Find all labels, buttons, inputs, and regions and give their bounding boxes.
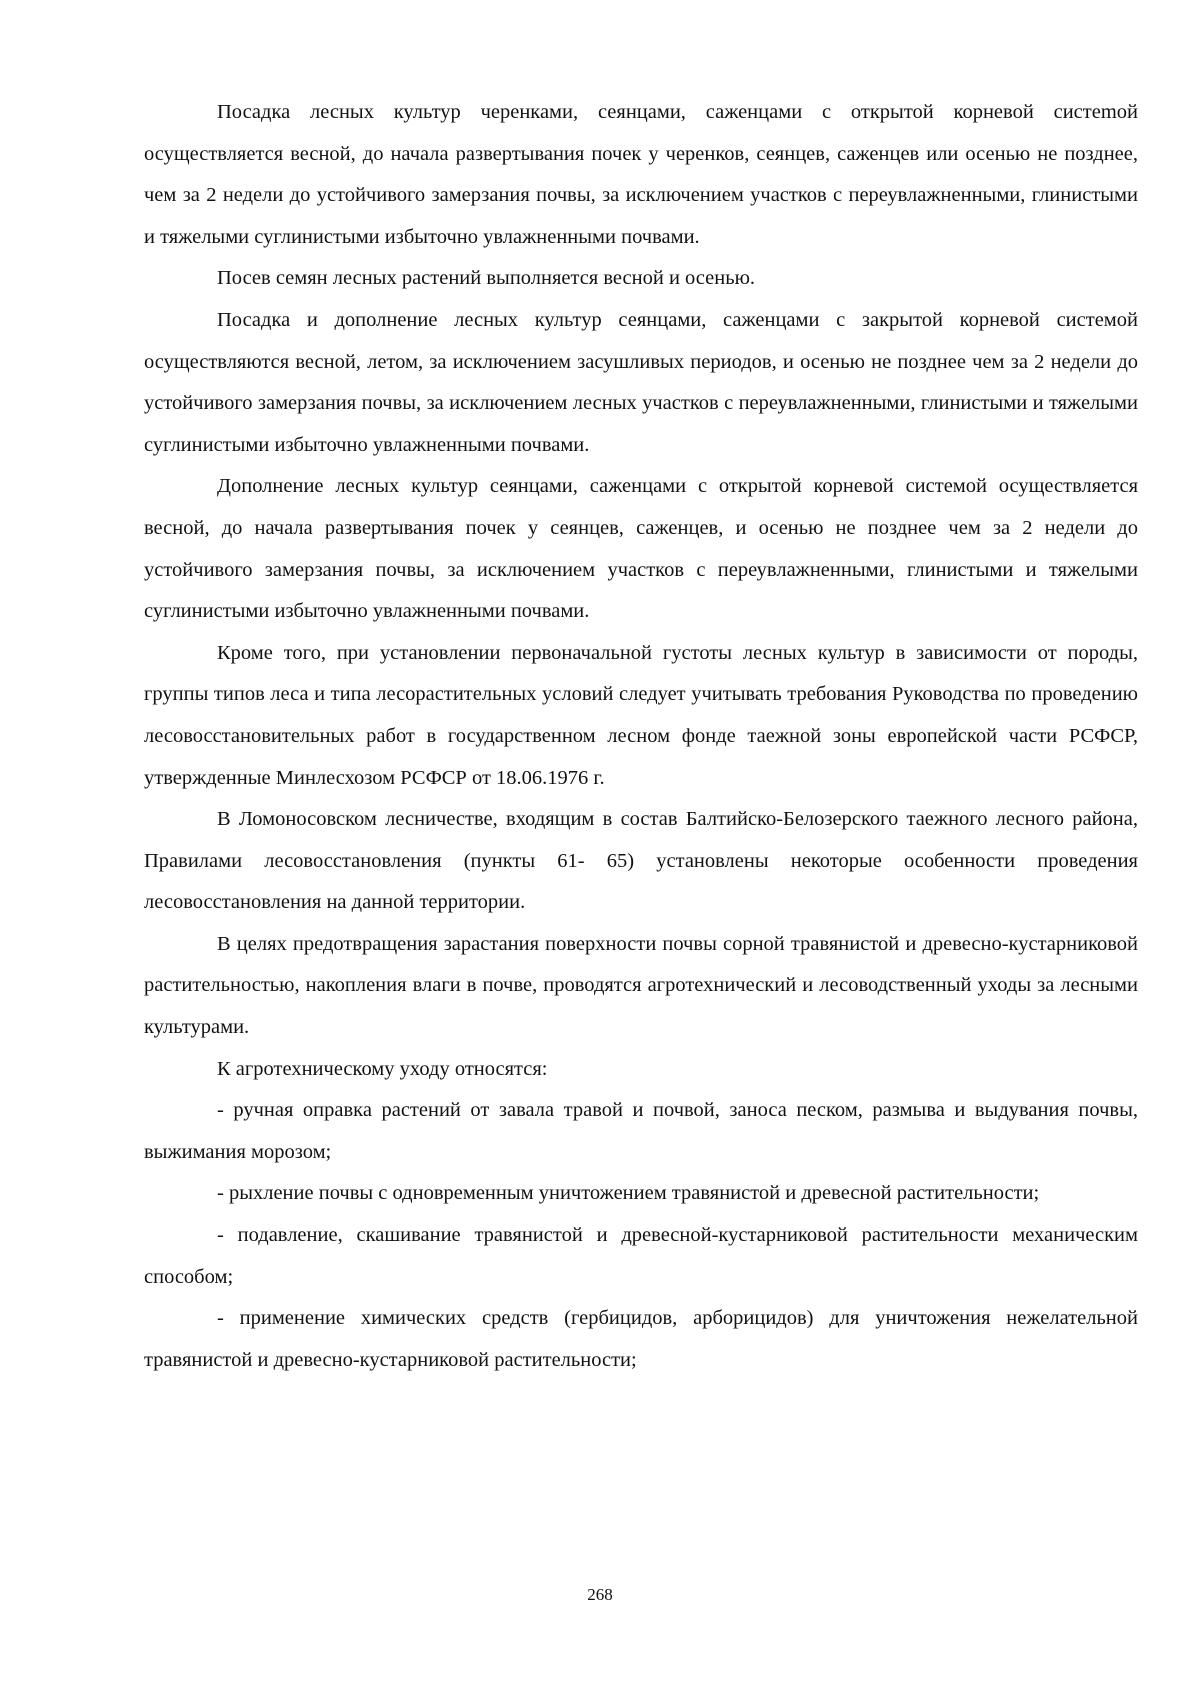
paragraph-planting-open-roots: Посадка лесных культур черенками, сеянцами, саженцами с открытой корневой систеmой осуществляется весной, до начала развертывания почек у черенков, сеянцев, саженцев или осенью не позднее, чем за 2 недели до устойчивого замерзания почвы, за исключением участков с переувлажненными, глинистыми и тяжелыми суглинистыми избыточно увлажненными почвами. (144, 101, 1138, 248)
body-text (144, 92, 1138, 1381)
paragraph-lomonosov-forestry: В Ломоносовском лесничестве, входящим в состав Балтийско-Белозерского таежного лесного района, Правилами лесовосстановления (пункты 61- 65) установлены некоторые особенности проведения лесовосстановления на данной территории. (144, 808, 1138, 914)
list-item-manual-correction: - ручная оправка растений от завала травой и почвой, заноса песком, размыва и выдувания почвы, выжимания морозом; (144, 1099, 1138, 1163)
list-item-soil-loosening: - рыхление почвы с одновременным уничтожением травянистой и древесной растительности; (217, 1182, 1040, 1205)
list-item-mechanical-mowing: - подавление, скашивание травянистой и древесной-кустарниковой растительности механическим способом; (144, 1224, 1138, 1288)
paragraph-agrotech-intro: К агротехническому уходу относятся: (217, 1057, 548, 1080)
paragraph-supplement-open-roots: Дополнение лесных культур сеянцами, саженцами с открытой корневой системой осуществляется весной, до начала развертывания почек у сеянцев, саженцев, и осенью не позднее чем за 2 недели до устойчивого замерзания почвы, за исключением участков с переувлажненными, глинистыми и тяжелыми суглинистыми избыточно увлажненными почвами. (144, 475, 1138, 623)
page-number: 268 (587, 1585, 613, 1604)
list-item-chemical-means: - применение химических средств (гербицидов, арборицидов) для уничтожения нежелательной травянистой и древесно-кустарниковой растительности; (144, 1307, 1138, 1371)
paragraph-planting-closed-roots: Посадка и дополнение лесных культур сеянцами, саженцами с закрытой корневой системой осуществляются весной, летом, за исключением засушливых периодов, и осенью не позднее чем за 2 недели до устойчивого замерзания почвы, за исключением лесных участков с переувлажненными, глинистыми и тяжелыми суглинистыми избыточно увлажненными почвами. (144, 308, 1138, 456)
paragraph-care-purpose: В целях предотвращения зарастания поверхности почвы сорной травянистой и древесно-кустарниковой растительностью, накопления влаги в почве, проводятся агротехнический и лесоводственный уходы за лесными культурами. (144, 932, 1138, 1039)
paragraph-seed-sowing: Посев семян лесных растений выполняется весной и осенью. (217, 267, 756, 290)
paragraph-initial-density: Кроме того, при установлении первоначальной густоты лесных культур в зависимости от породы, группы типов леса и типа лесорастительных условий следует учитывать требования Руководства по проведению лесовосстановительных работ в государственном лесном фонде таежной зоны европейской части РСФСР, утвержденные Минлесхозом РСФСР от 18.06.1976 г. (144, 641, 1138, 789)
